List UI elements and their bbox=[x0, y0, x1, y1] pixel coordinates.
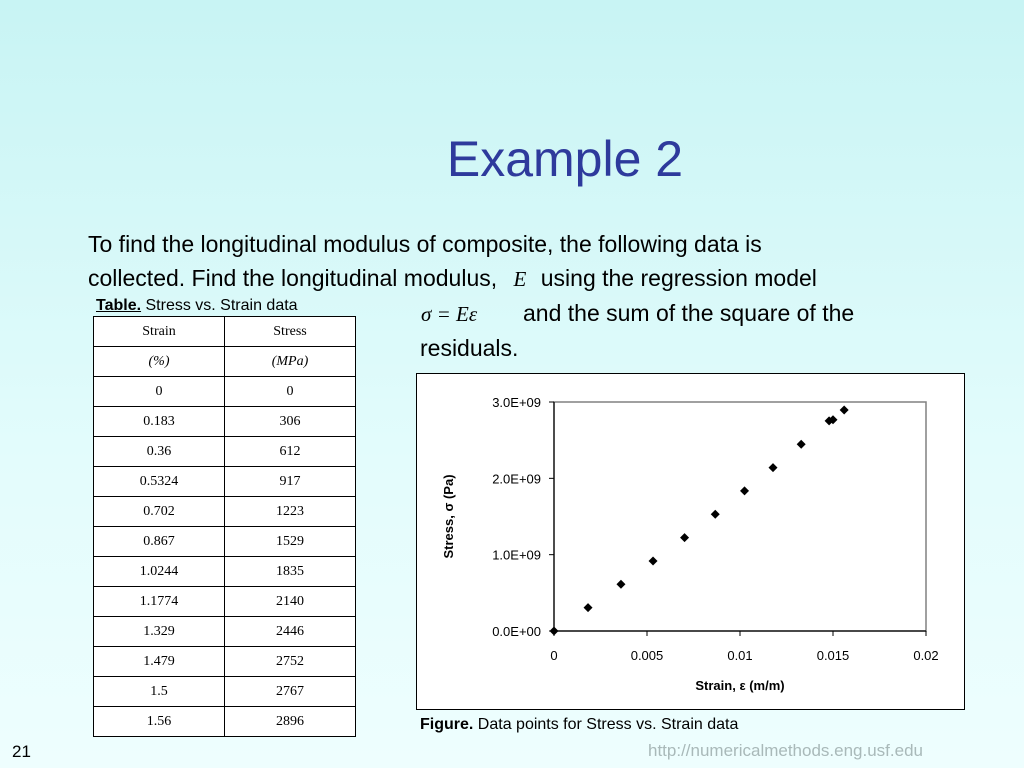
x-tick-label: 0.02 bbox=[913, 648, 939, 663]
x-tick-label: 0.01 bbox=[727, 648, 753, 663]
y-tick-label: 0.0E+00 bbox=[492, 624, 541, 639]
slide-number: 21 bbox=[12, 742, 31, 761]
strain-cell: 1.5 bbox=[94, 677, 225, 707]
stress-cell: (MPa) bbox=[225, 347, 356, 377]
strain-cell: 0.5324 bbox=[94, 467, 225, 497]
data-point-marker bbox=[584, 603, 593, 612]
table-row bbox=[94, 497, 356, 527]
data-point-marker bbox=[840, 405, 849, 414]
strain-cell: 0.36 bbox=[94, 437, 225, 467]
data-point-marker bbox=[616, 580, 625, 589]
stress-cell: 1529 bbox=[225, 527, 356, 557]
table-row bbox=[94, 617, 356, 647]
stress-cell: Stress bbox=[225, 317, 356, 347]
chart-frame bbox=[416, 373, 965, 710]
stress-cell: 2767 bbox=[225, 677, 356, 707]
stress-cell: 2896 bbox=[225, 707, 356, 737]
x-axis-label: Strain, ε (m/m) bbox=[695, 678, 785, 693]
stress-cell: 306 bbox=[225, 407, 356, 437]
strain-cell: 0.183 bbox=[94, 407, 225, 437]
strain-cell: 1.329 bbox=[94, 617, 225, 647]
intro-line-2 bbox=[88, 261, 817, 296]
data-point-marker bbox=[797, 440, 806, 449]
table-row bbox=[94, 557, 356, 587]
strain-cell: (%) bbox=[94, 347, 225, 377]
intro-line-2b: using the regression model bbox=[540, 265, 817, 291]
table-row bbox=[94, 407, 356, 437]
strain-cell: 1.0244 bbox=[94, 557, 225, 587]
stress-cell: 0 bbox=[225, 377, 356, 407]
data-point-marker bbox=[550, 627, 559, 636]
data-point-marker bbox=[680, 533, 689, 542]
stress-cell: 2446 bbox=[225, 617, 356, 647]
intro-line-3: and the sum of the square of the bbox=[523, 300, 855, 326]
table-row bbox=[94, 377, 356, 407]
data-point-marker bbox=[740, 486, 749, 495]
figure-caption bbox=[420, 716, 738, 734]
table-header-row bbox=[94, 317, 356, 347]
data-point-marker bbox=[711, 510, 720, 519]
table-caption-label: Table. bbox=[96, 297, 142, 314]
stress-cell: 917 bbox=[225, 467, 356, 497]
y-axis-label: Stress, σ (Pa) bbox=[441, 474, 456, 559]
stress-cell: 2140 bbox=[225, 587, 356, 617]
stress-strain-table bbox=[93, 316, 356, 737]
table-caption-text: Stress vs. Strain data bbox=[145, 297, 298, 314]
figure-caption-text: Data points for Stress vs. Strain data bbox=[477, 716, 739, 733]
table-row bbox=[94, 527, 356, 557]
intro-line-4: residuals. bbox=[420, 335, 519, 361]
x-tick-label: 0.015 bbox=[816, 648, 850, 663]
strain-cell: 1.479 bbox=[94, 647, 225, 677]
y-tick-label: 3.0E+09 bbox=[492, 395, 541, 410]
intro-line-2a: collected. Find the longitudinal modulus, bbox=[88, 265, 498, 291]
stress-cell: 1223 bbox=[225, 497, 356, 527]
strain-cell: 0 bbox=[94, 377, 225, 407]
table-row bbox=[94, 467, 356, 497]
intro-line-1: To find the longitudinal modulus of composite, the following data is bbox=[88, 231, 762, 257]
stress-cell: 2752 bbox=[225, 647, 356, 677]
table-row bbox=[94, 647, 356, 677]
stress-cell: 612 bbox=[225, 437, 356, 467]
strain-cell: 1.1774 bbox=[94, 587, 225, 617]
strain-cell: 1.56 bbox=[94, 707, 225, 737]
table-caption bbox=[96, 297, 298, 315]
table-units-row bbox=[94, 347, 356, 377]
slide-title: Example 2 bbox=[446, 131, 684, 187]
x-tick-label: 0 bbox=[550, 648, 558, 663]
regression-equation: σ = Eε bbox=[421, 302, 478, 326]
table-row bbox=[94, 707, 356, 737]
y-tick-label: 1.0E+09 bbox=[492, 547, 541, 563]
strain-cell: 0.702 bbox=[94, 497, 225, 527]
table-row bbox=[94, 587, 356, 617]
stress-cell: 1835 bbox=[225, 557, 356, 587]
figure-caption-label: Figure. bbox=[420, 716, 474, 733]
strain-cell: 0.867 bbox=[94, 527, 225, 557]
stress-strain-chart bbox=[417, 374, 966, 711]
y-tick-label: 2.0E+09 bbox=[492, 471, 541, 487]
table-row bbox=[94, 677, 356, 707]
strain-cell: Strain bbox=[94, 317, 225, 347]
x-tick-label: 0.005 bbox=[630, 648, 664, 663]
data-point-marker bbox=[768, 463, 777, 472]
plot-area bbox=[554, 402, 926, 631]
source-url[interactable]: http://numericalmethods.eng.usf.edu bbox=[648, 741, 923, 760]
modulus-symbol: E bbox=[513, 267, 527, 291]
data-point-marker bbox=[649, 557, 658, 566]
table-row bbox=[94, 437, 356, 467]
